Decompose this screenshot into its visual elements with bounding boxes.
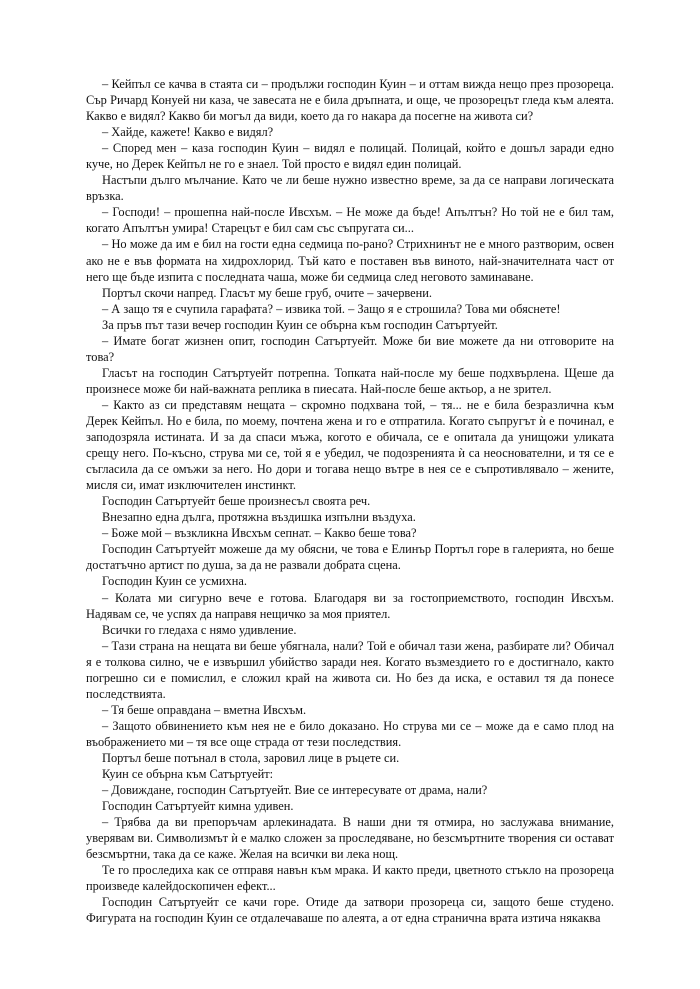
paragraph: Те го проследиха как се отправя навън към мрака. И както преди, цветното стъкло на прозореца произведе калейдоскопичен ефект... <box>86 863 614 894</box>
paragraph: – Както аз си представям нещата – скромно подхвана той, – тя... не е била безразлична към Дерек Кейпъл. Но е била, по моему, почтена жена и го е отпратила. Когато съпругът ѝ е починал, е заподозряла истината. И за да спаси мъжа, когото е обичала, се е опитала да унищожи уликата срещу него. По-късно, струва ми се, той я е убедил, че подозренията ѝ са неоснователни, и тя се е съгласила да се омъжи за него. Но дори и тогава нещо вътре в нея се е съпротивлявало – жените, мисля си, имат изключителен инстинкт. <box>86 397 614 493</box>
paragraph: Господин Сатъртуейт кимна удивен. <box>102 799 294 814</box>
paragraph: Портъл беше потънал в стола, заровил лице в ръцете си. <box>102 750 400 765</box>
document-page <box>86 76 614 926</box>
paragraph: – Господи! – прошепна най-после Ивсхъм. – Не може да бъде! Апълтън? Но той не е бил там, когато Апълтън умира! Старецът е бил сам със съпругата си... <box>86 205 614 236</box>
paragraph: – Боже мой – възкликна Ивсхъм сепнат. – Какво беше това? <box>102 526 417 541</box>
paragraph: – Кейпъл се качва в стаята си – продължи господин Куин – и оттам вижда нещо през прозореца. Сър Ричард Конуей ни каза, че завесата не е била дръпната, и още, че прозорецът гледа към алеята. Какво е видял? Какво би могъл да види, което да го накара да посегне на живота си? <box>86 77 614 124</box>
paragraph: Господин Куин се усмихна. <box>102 574 247 589</box>
paragraph: – Тази страна на нещата ви беше убягнала, нали? Той е обичал тази жена, разбирате ли? Обичал я е толкова силно, че е извършил убийство заради нея. Когато възмездието го е достигнало, както погрешно си е помислил, е сложил край на живота си. Но без да иска, е оставил тя да понесе последствията. <box>86 638 614 701</box>
paragraph: – А защо тя е счупила гарафата? – извика той. – Защо я е строшила? Това ми обяснете! <box>102 301 561 316</box>
paragraph: Гласът на господин Сатъртуейт потрепна. Топката най-после му беше подхвърлена. Щеше да произнесе може би най-важната реплика в пиесата. Най-после беше актьор, а не зрител. <box>86 365 614 396</box>
paragraph: Куин се обърна към Сатъртуейт: <box>102 767 274 782</box>
paragraph: Портъл скочи напред. Гласът му беше груб, очите – зачервени. <box>102 285 433 300</box>
paragraph: – Довиждане, господин Сатъртуейт. Вие се интересувате от драма, нали? <box>102 783 488 798</box>
paragraph: Настъпи дълго мълчание. Като че ли беше нужно известно време, за да се направи логическата връзка. <box>86 173 614 204</box>
paragraph: Внезапно една дълга, протяжна въздишка изпълни въздуха. <box>102 510 416 525</box>
paragraph: Господин Сатъртуейт можеше да му обясни, че това е Елинър Портъл горе в галерията, но беше достатъчно артист по душа, за да не развали добрата сцена. <box>86 542 614 573</box>
paragraph: – Колата ми сигурно вече е готова. Благодаря ви за гостоприемството, господин Ивсхъм. Надявам се, че успях да направя нещичко за моя приятел. <box>86 590 614 621</box>
paragraph: – Трябва да ви препоръчам арлекинадата. В наши дни тя отмира, но заслужава внимание, уверявам ви. Символизмът ѝ е малко сложен за проследяване, но безсмъртните творения си остават безсмъртни, така да се каже. Желая на всички ви лека нощ. <box>86 815 614 862</box>
paragraph: – Тя беше оправдана – вметна Ивсхъм. <box>102 702 307 717</box>
paragraph: Всички го гледаха с нямо удивление. <box>102 622 297 637</box>
paragraph: – Но може да им е бил на гости една седмица по-рано? Стрихнинът не е много разтворим, освен ако не е във формата на хидрохлорид. Тъй като е поставен във виното, най-значителната част от него ще бъде изпита с последната чаша, може би седмица след неговото заминаване. <box>86 237 614 284</box>
paragraph: За пръв път тази вечер господин Куин се обърна към господин Сатъртуейт. <box>102 317 498 332</box>
paragraph: Господин Сатъртуейт се качи горе. Отиде да затвори прозореца си, защото беше студено. Фигурата на господин Куин се отдалечаваше по алеята, а от една странична врата изтича някаква <box>86 895 614 926</box>
paragraph: – Хайде, кажете! Какво е видял? <box>102 125 274 140</box>
paragraph: – Защото обвинението към нея не е било доказано. Но струва ми се – може да е само плод на въображението ми – тя все още страда от тези последствия. <box>86 718 614 749</box>
paragraph: – Според мен – каза господин Куин – видял е полицай. Полицай, който е дошъл заради едно куче, но Дерек Кейпъл не го е знаел. Той просто е видял един полицай. <box>86 141 614 172</box>
paragraph: – Имате богат жизнен опит, господин Сатъртуейт. Може би вие можете да ни отговорите на това? <box>86 333 614 364</box>
paragraph: Господин Сатъртуейт беше произнесъл своята реч. <box>102 494 371 509</box>
